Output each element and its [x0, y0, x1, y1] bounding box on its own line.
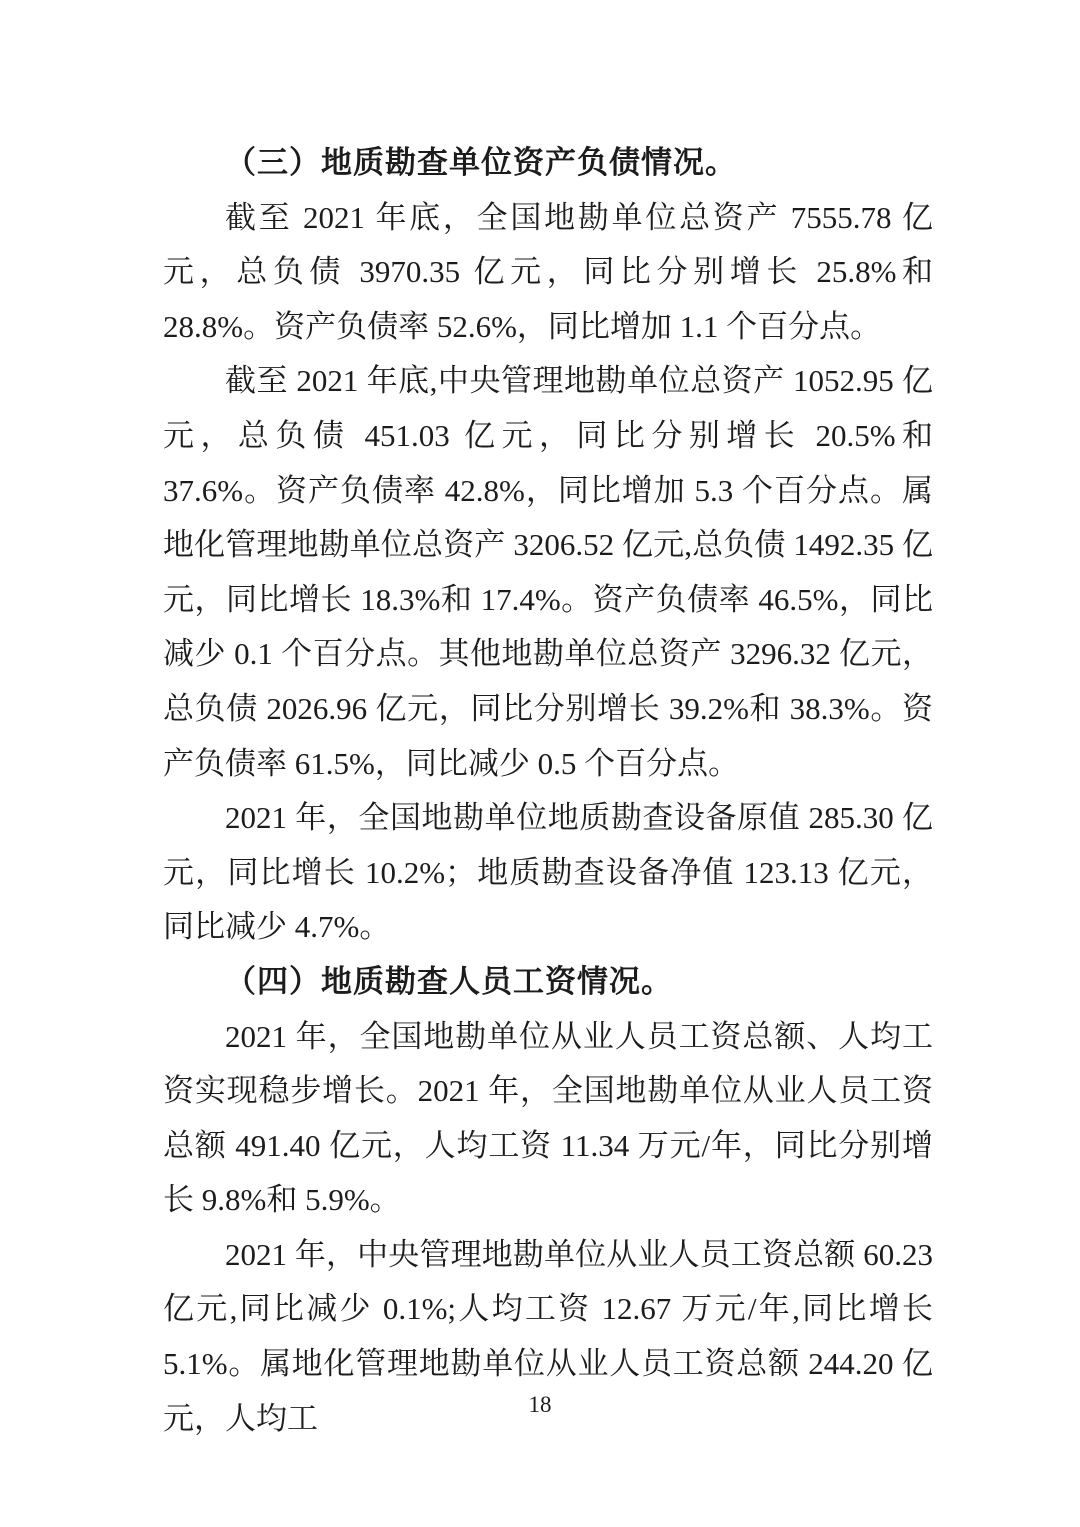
body-paragraph-central-local-wages: 2021 年，中央管理地勘单位从业人员工资总额 60.23 亿元,同比减少 0.1%;人均工资 12.67 万元/年,同比增长 5.1%。属地化管理地勘单位从业人员工资总额 244.20 亿元，人均工 [163, 1236, 933, 1436]
page-number: 18 [528, 1392, 552, 1417]
document-content [163, 136, 933, 1446]
body-paragraph-equipment-value: 2021 年，全国地勘单位地质勘查设备原值 285.30 亿元，同比增长 10.2%；地质勘查设备净值 123.13 亿元，同比减少 4.7%。 [163, 800, 933, 945]
section-heading-assets-liabilities: （三）地质勘查单位资产负债情况。 [225, 145, 737, 180]
body-paragraph-central-local-other-assets: 截至 2021 年底,中央管理地勘单位总资产 1052.95 亿元，总负债 451.03 亿元，同比分别增长 20.5%和 37.6%。资产负债率 42.8%，同比增加 5.3 个百分点。属地化管理地勘单位总资产 3206.52 亿元,总负债 1492.35 亿元，同比增长 18.3%和 17.4%。资产负债率 46.5%，同比减少 0.1 个百分点。其他地勘单位总资产 3296.32 亿元，总负债 2026.96 亿元，同比分别增长 39.2%和 38.3%。资产负债率 61.5%，同比减少 0.5 个百分点。 [163, 363, 933, 781]
body-paragraph-national-assets: 截至 2021 年底，全国地勘单位总资产 7555.78 亿元，总负债 3970.35 亿元，同比分别增长 25.8%和 28.8%。资产负债率 52.6%，同比增加 1.1 个百分点。 [163, 199, 933, 344]
section-heading-personnel-wages: （四）地质勘查人员工资情况。 [225, 963, 673, 999]
body-paragraph-national-wages: 2021 年，全国地勘单位从业人员工资总额、人均工资实现稳步增长。2021 年，全国地勘单位从业人员工资总额 491.40 亿元，人均工资 11.34 万元/年，同比分别增长 9.8%和 5.9%。 [163, 1018, 933, 1218]
